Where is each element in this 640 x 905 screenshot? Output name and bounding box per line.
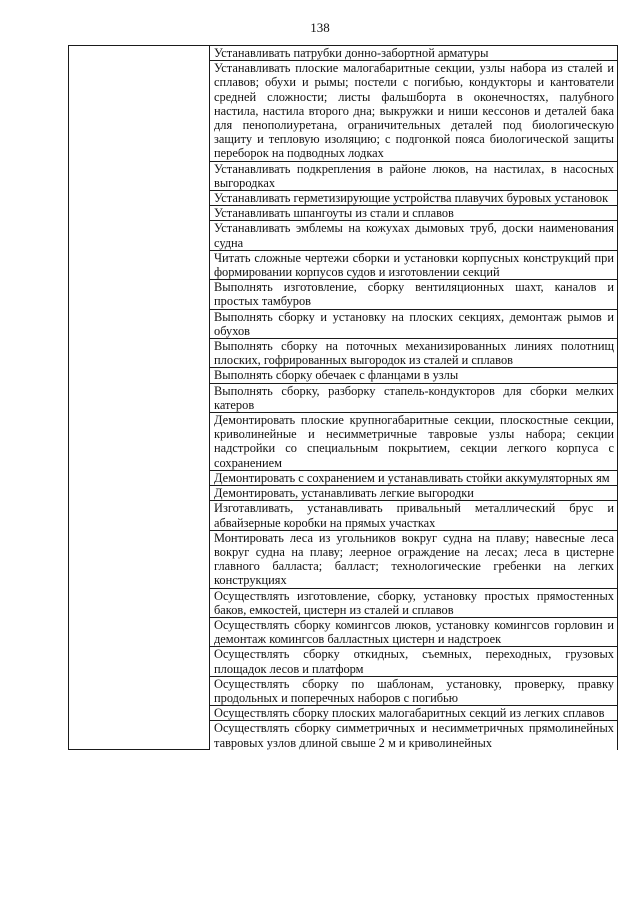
labor-functions-table (68, 45, 618, 750)
table-cell: Монтировать леса из угольников вокруг судна на плаву; навесные леса вокруг судна на плаву; леерное ограждение на лесах; леса в цистерне главного балласта; балласт; технологические гребенки на легких конструкциях (210, 530, 618, 588)
table-cell: Осуществлять сборку плоских малогабаритных секций из легких сплавов (210, 706, 618, 721)
table-cell: Осуществлять изготовление, сборку, установку простых прямостенных баков, емкостей, цистерн из сталей и сплавов (210, 588, 618, 617)
table-cell: Демонтировать плоские крупногабаритные секции, плоскостные секции, криволинейные и несимметричные тавровые узлы набора; секции надстройки со специальным покрытием, секции легкого корпуса с сохранением (210, 413, 618, 471)
table-row (69, 46, 618, 61)
table-cell: Выполнять сборку обечаек с фланцами в узлы (210, 368, 618, 383)
table-cell: Устанавливать плоские малогабаритные секции, узлы набора из сталей и сплавов; обухи и рымы; постели с погибью, кондукторы и кантователи средней сложности; листы фальшборта в оконечностях, палубного настила, настила второго дна; выкружки и ниши кессонов и деталей бака для пенополиуретана, ограничительных деталей под биологическую защиту и тепловую изоляцию; с подгонкой пояса биологической защиты переборок на подводных лодках (210, 61, 618, 161)
table-cell: Осуществлять сборку комингсов люков, установку комингсов горловин и демонтаж комингсов балластных цистерн и надстроек (210, 617, 618, 646)
table-cell: Выполнять сборку на поточных механизированных линиях полотнищ плоских, гофрированных выгородок из сталей и сплавов (210, 339, 618, 368)
table-cell: Устанавливать шпангоуты из стали и сплавов (210, 206, 618, 221)
table-cell: Осуществлять сборку откидных, съемных, переходных, грузовых площадок лесов и платформ (210, 647, 618, 676)
table-cell: Устанавливать эмблемы на кожухах дымовых труб, доски наименования судна (210, 221, 618, 250)
table-cell: Устанавливать патрубки донно-забортной арматуры (210, 46, 618, 61)
table-cell: Демонтировать с сохранением и устанавливать стойки аккумуляторных ям (210, 470, 618, 485)
table-cell: Читать сложные чертежи сборки и установки корпусных конструкций при формировании корпусов судов и изготовлении секций (210, 250, 618, 279)
empty-left-column-cell (69, 46, 210, 750)
page-number: 138 (310, 20, 330, 35)
table-cell: Демонтировать, устанавливать легкие выгородки (210, 486, 618, 501)
table-cell: Выполнять сборку, разборку стапель-кондукторов для сборки мелких катеров (210, 383, 618, 412)
table-cell: Устанавливать герметизирующие устройства плавучих буровых установок (210, 191, 618, 206)
table-cell: Осуществлять сборку по шаблонам, установку, проверку, правку продольных и поперечных наборов с погибью (210, 676, 618, 705)
table-cell: Изготавливать, устанавливать привальный металлический брус и абвайзерные коробки на прямых участках (210, 501, 618, 530)
table-cell: Выполнять изготовление, сборку вентиляционных шахт, каналов и простых тамбуров (210, 280, 618, 309)
table-cell: Выполнять сборку и установку на плоских секциях, демонтаж рымов и обухов (210, 309, 618, 338)
table-cell: Устанавливать подкрепления в районе люков, на настилах, в насосных выгородках (210, 161, 618, 190)
table-cell: Осуществлять сборку симметричных и несимметричных прямолинейных тавровых узлов длиной свыше 2 м и криволинейных (210, 721, 618, 750)
